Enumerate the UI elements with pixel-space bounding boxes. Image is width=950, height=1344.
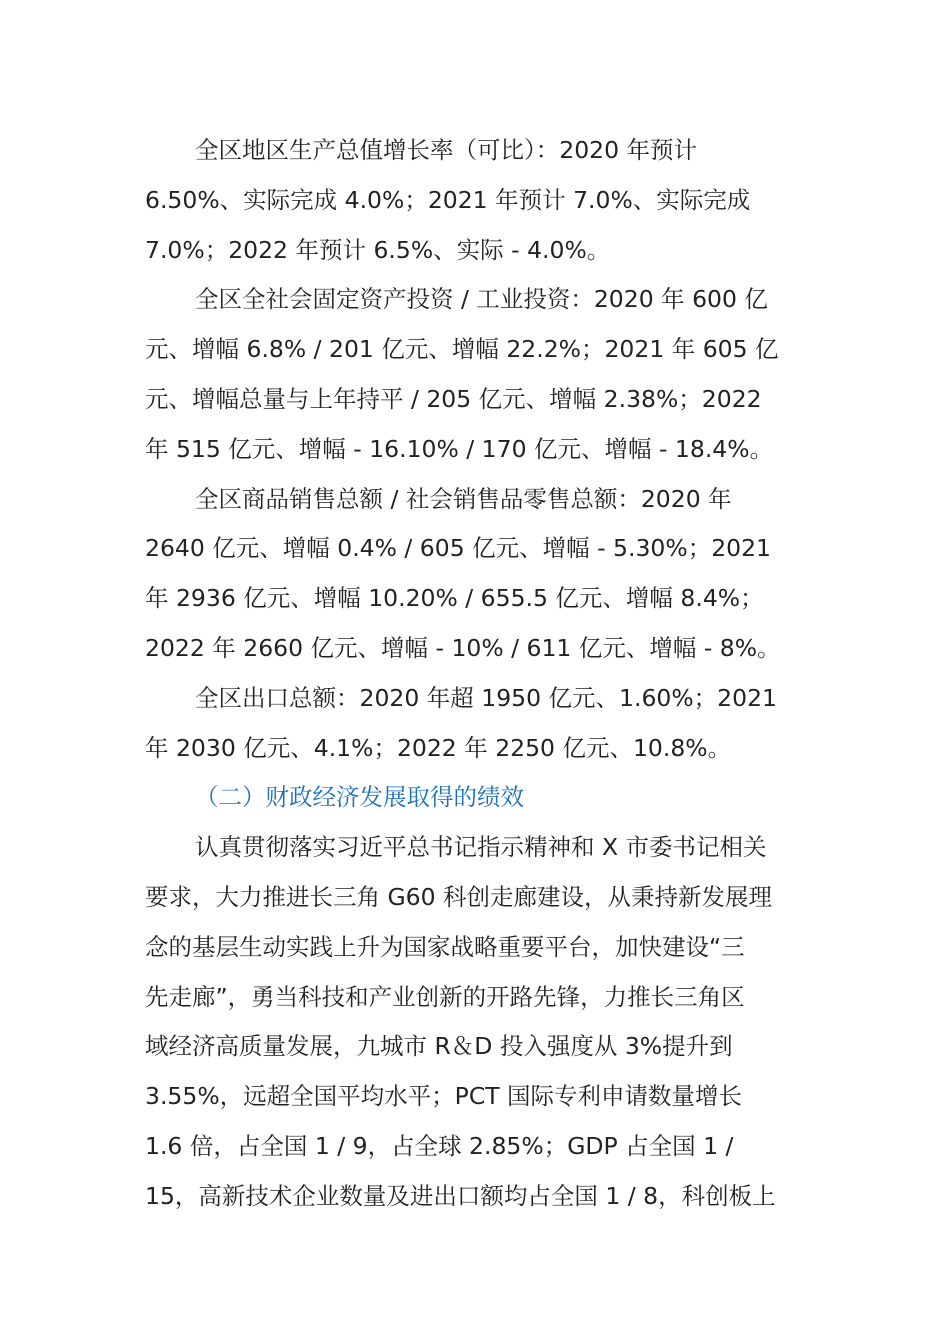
text-line: 年 515 亿元、增幅 - 16.10% / 170 亿元、增幅 - 18.4%。 [145, 434, 774, 463]
text-line: 年 2030 亿元、4.1%；2022 年 2250 亿元、10.8%。 [145, 733, 732, 762]
text-line: 认真贯彻落实习近平总书记指示精神和 X 市委书记相关 [195, 833, 767, 862]
text-line: 全区地区生产总值增长率（可比）：2020 年预计 [195, 136, 698, 164]
paragraph-exports [145, 674, 810, 774]
text-line: 先走廊”，勇当科技和产业创新的开路先锋，力推长三角区 [145, 982, 745, 1011]
text-line: 1.6 倍，占全国 1 / 9，占全球 2.85%；GDP 占全国 1 / [145, 1131, 734, 1160]
paragraph-gdp-growth [145, 126, 810, 275]
section-heading-text: （二）财政经济发展取得的绩效 [195, 783, 524, 812]
text-line: 6.50%、实际完成 4.0%；2021 年预计 7.0%、实际完成 [145, 185, 751, 214]
text-line: 年 2936 亿元、增幅 10.20% / 655.5 亿元、增幅 8.4%； [145, 584, 764, 613]
text-line: 元、增幅 6.8% / 201 亿元、增幅 22.2%；2021 年 605 亿 [145, 335, 779, 364]
text-line: 全区出口总额：2020 年超 1950 亿元、1.60%；2021 [195, 683, 777, 712]
text-line: 3.55%，远超全国平均水平；PCT 国际专利申请数量增长 [145, 1082, 743, 1111]
paragraph-retail-sales [145, 475, 810, 674]
text-line: 2640 亿元、增幅 0.4% / 605 亿元、增幅 - 5.30%；2021 [145, 534, 772, 563]
text-line: 全区全社会固定资产投资 / 工业投资：2020 年 600 亿 [195, 285, 768, 314]
text-line: 全区商品销售总额 / 社会销售品零售总额：2020 年 [195, 484, 732, 513]
text-line: 域经济高质量发展，九城市 R＆D 投入强度从 3%提升到 [145, 1032, 733, 1061]
document-body [145, 126, 810, 1222]
text-line: 元、增幅总量与上年持平 / 205 亿元、增幅 2.38%；2022 [145, 384, 762, 413]
text-line: 念的基层生动实践上升为国家战略重要平台，加快建设“三 [145, 932, 745, 961]
paragraph-fixed-asset-investment [145, 275, 810, 474]
text-line: 15，高新技术企业数量及进出口额均占全国 1 / 8，科创板上 [145, 1181, 776, 1210]
text-line: 要求，大力推进长三角 G60 科创走廊建设，从秉持新发展理 [145, 882, 773, 911]
text-line: 2022 年 2660 亿元、增幅 - 10% / 611 亿元、增幅 - 8%。 [145, 633, 781, 662]
paragraph-g60-corridor [145, 823, 810, 1221]
text-line: 7.0%；2022 年预计 6.5%、实际 - 4.0%。 [145, 235, 611, 264]
section-heading [145, 773, 810, 823]
